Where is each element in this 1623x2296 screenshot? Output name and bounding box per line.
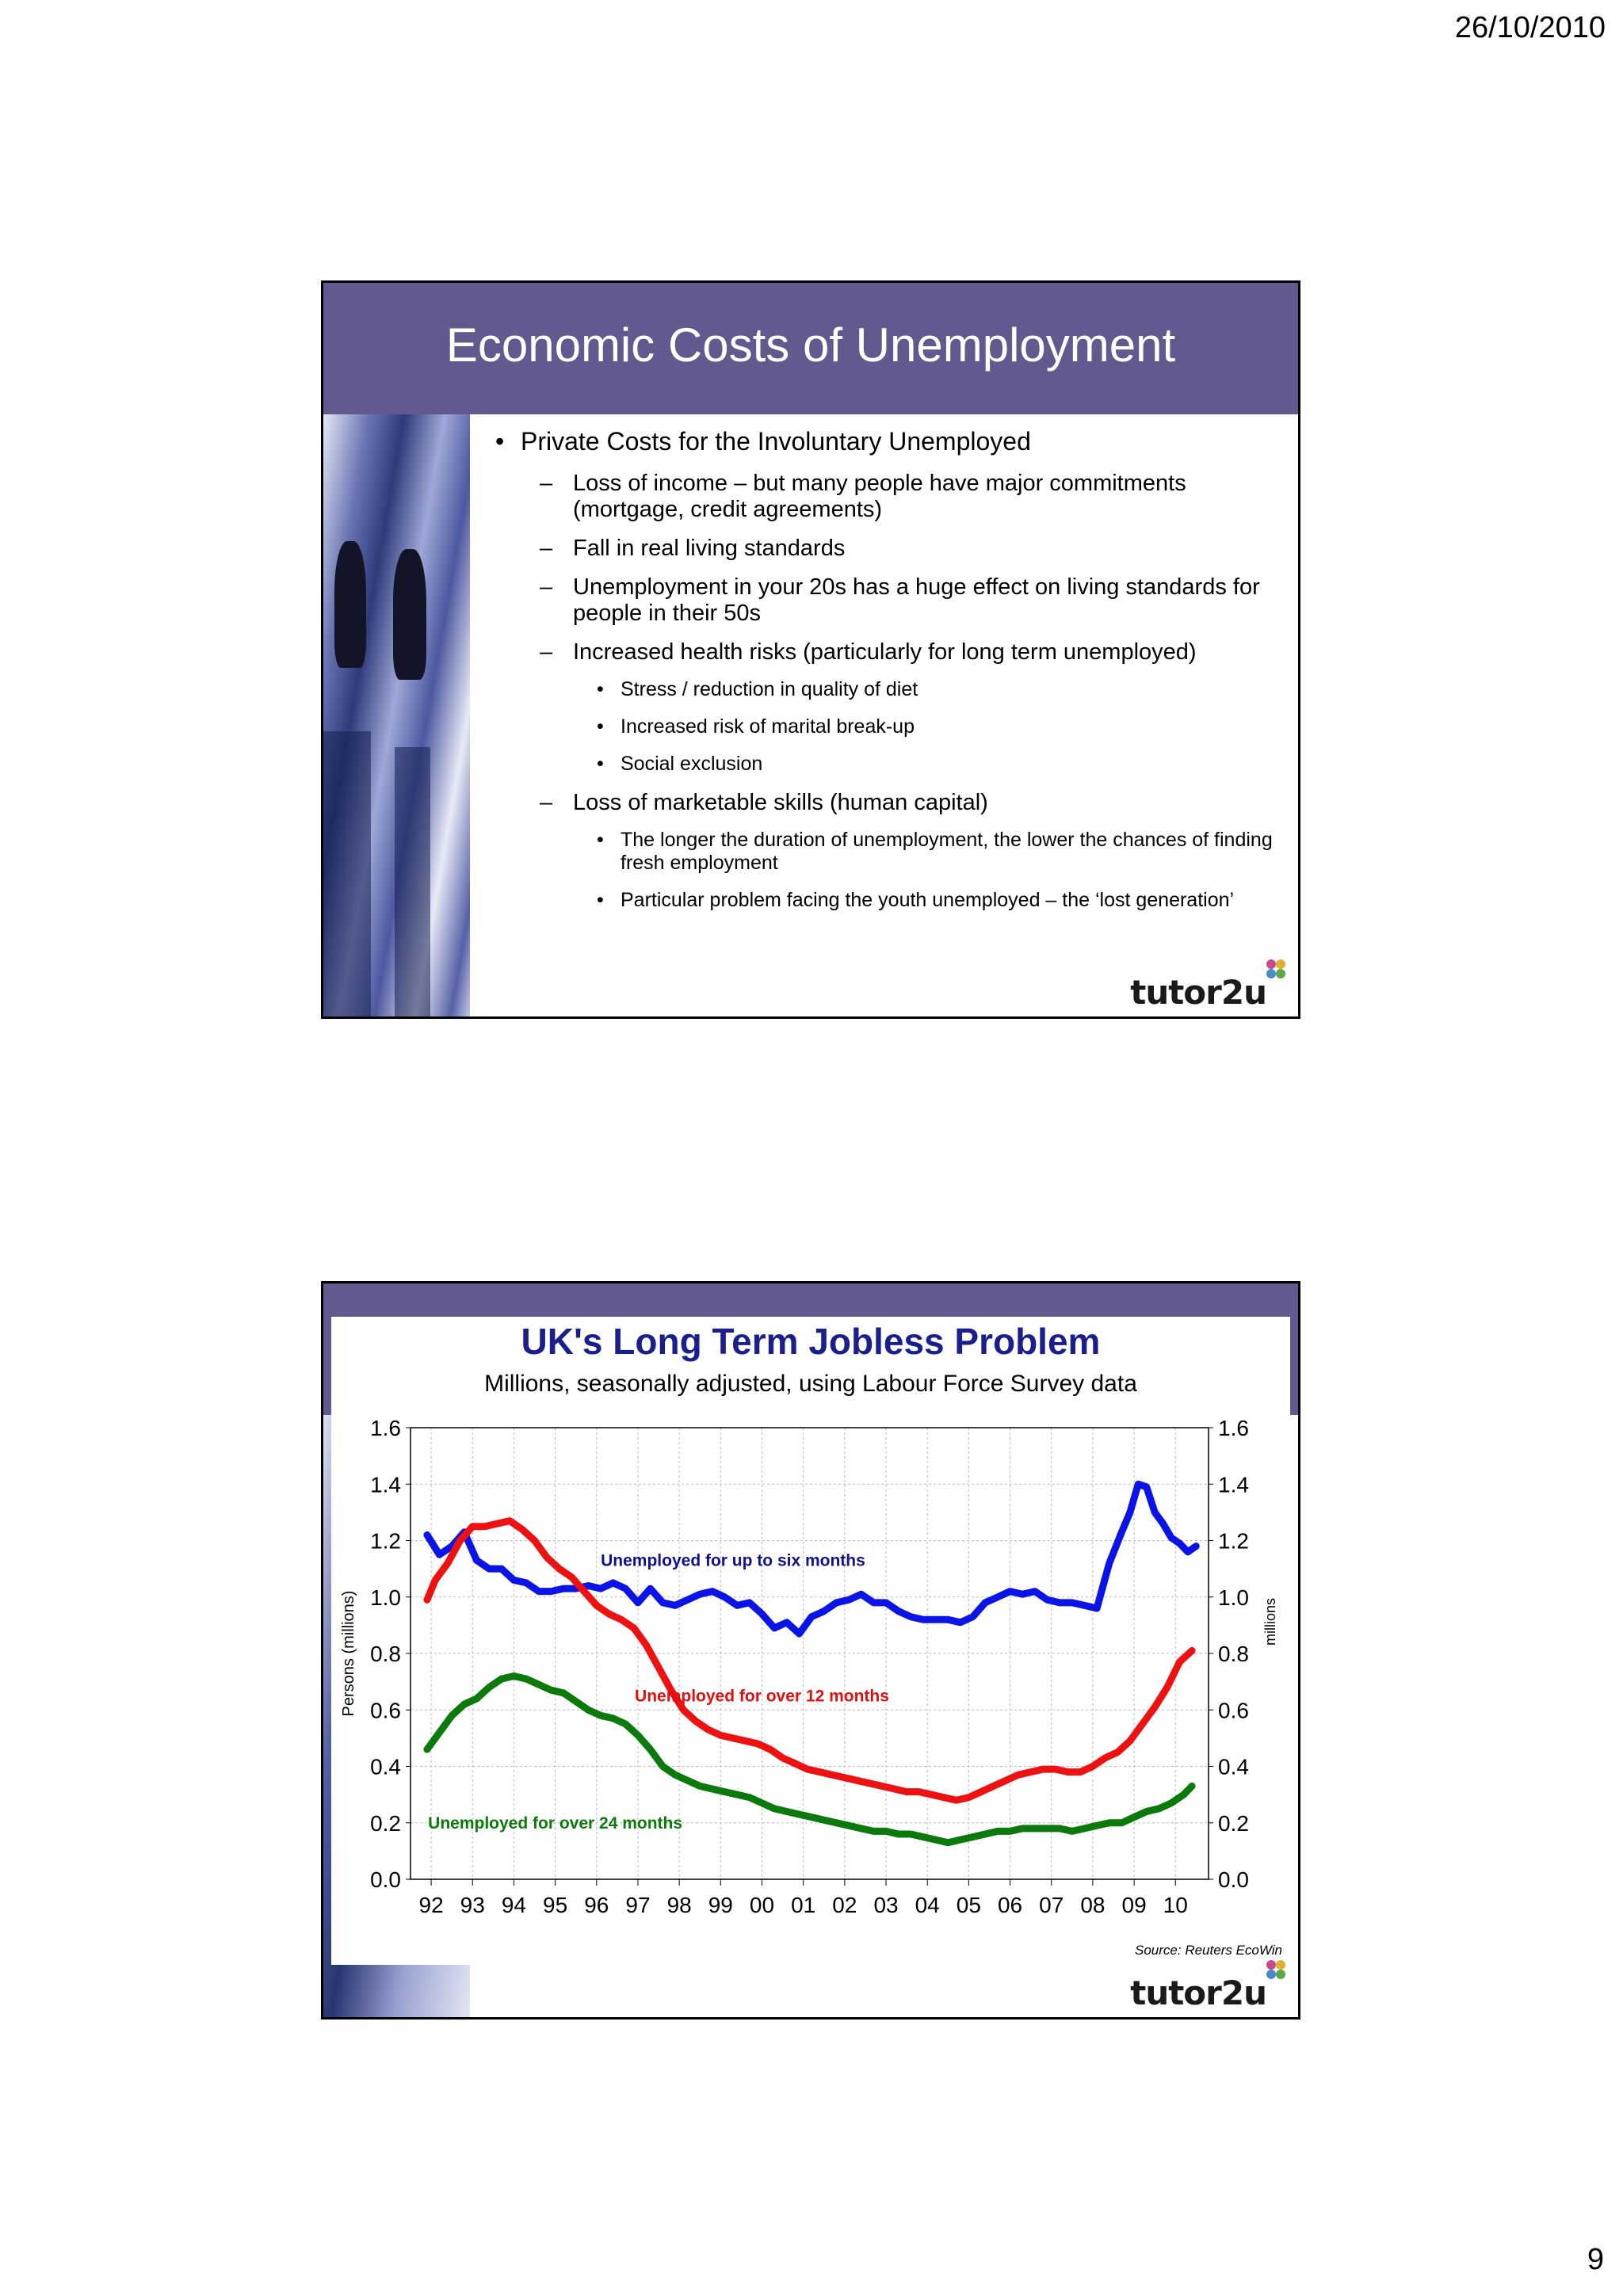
sub-bullet (486, 790, 1284, 816)
line-chart (331, 1317, 1290, 1943)
y-tick-label: 0.8 (370, 1642, 401, 1666)
slide-jobless-chart (321, 1281, 1300, 2019)
sub-sub-bullet (486, 753, 1284, 776)
y-tick-label: 1.0 (370, 1585, 401, 1610)
tutor2u-logo: tutor2u (1130, 1974, 1266, 2012)
y-tick-label-right: 1.0 (1218, 1585, 1249, 1610)
x-tick-label: 10 (1163, 1893, 1188, 1917)
y-tick-label: 0.6 (370, 1698, 401, 1723)
sub-sub-bullet (486, 889, 1284, 912)
bullet-marker: – (540, 790, 553, 815)
y-tick-label: 1.2 (370, 1528, 401, 1554)
bullet-marker: • (597, 678, 604, 700)
logo-flower-icon (1263, 956, 1289, 982)
x-tick-label: 96 (584, 1893, 609, 1917)
chart-source: Source: Reuters EcoWin (1135, 1943, 1282, 1958)
bullet-text: Particular problem facing the youth unemployed – the ‘lost generation’ (621, 889, 1235, 911)
sub-items (486, 471, 1284, 912)
bullet-text: The longer the duration of unemployment, the lower the chances of finding fresh employment (621, 829, 1273, 874)
bullet-text: Fall in real living standards (573, 536, 846, 561)
bullet-marker: • (597, 889, 604, 911)
bullet-text: Increased risk of marital break-up (621, 715, 915, 738)
y-tick-label-right: 1.6 (1218, 1416, 1249, 1440)
slide-economic-costs (321, 280, 1300, 1019)
y-tick-label-right: 1.4 (1218, 1472, 1249, 1497)
sub-bullet (486, 471, 1284, 523)
bullet-list (486, 427, 1284, 926)
y-tick-label: 0.4 (370, 1754, 401, 1779)
bullet-marker: • (597, 829, 604, 851)
x-tick-label: 03 (873, 1893, 899, 1917)
logo-flower-icon (1263, 1957, 1289, 1982)
x-tick-label: 04 (915, 1893, 940, 1917)
y-axis-label-right: millions (1262, 1597, 1278, 1646)
decorative-photo (323, 414, 470, 1019)
y-tick-label-right: 1.2 (1218, 1528, 1249, 1554)
series-annotation: Unemployed for up to six months (601, 1551, 865, 1570)
x-tick-label: 07 (1039, 1893, 1064, 1917)
chart-panel (331, 1317, 1290, 1965)
sub-sub-bullet (486, 715, 1284, 738)
x-tick-label: 95 (543, 1893, 568, 1917)
sub-bullet (486, 639, 1284, 666)
bullet-text: Loss of income – but many people have major commitments (mortgage, credit agreements) (573, 471, 1186, 522)
y-tick-label-right: 0.0 (1218, 1867, 1249, 1892)
x-tick-label: 01 (791, 1893, 816, 1917)
bullet-text: Stress / reduction in quality of diet (621, 678, 918, 700)
series-annotation: Unemployed for over 24 months (428, 1814, 683, 1833)
x-tick-label: 94 (501, 1893, 527, 1917)
bullet-marker: – (540, 536, 553, 561)
x-tick-label: 99 (708, 1893, 733, 1917)
y-tick-label-right: 0.8 (1218, 1642, 1249, 1666)
main-bullet-text: Private Costs for the Involuntary Unemployed (521, 427, 1031, 456)
sub-bullet (486, 536, 1284, 562)
y-tick-label: 0.2 (370, 1810, 401, 1836)
x-tick-label: 05 (956, 1893, 981, 1917)
x-tick-label: 92 (418, 1893, 444, 1917)
bullet-marker: – (540, 574, 553, 600)
main-bullet (486, 427, 1284, 456)
bullet-marker: • (597, 715, 604, 738)
y-axis-label: Persons (millions) (340, 1590, 357, 1717)
x-tick-label: 08 (1080, 1893, 1106, 1917)
bullet-marker: – (540, 639, 553, 665)
y-tick-label-right: 0.2 (1218, 1810, 1249, 1836)
x-tick-label: 93 (460, 1893, 485, 1917)
sub-bullet (486, 574, 1284, 627)
series-annotation: Unemployed for over 12 months (635, 1687, 889, 1706)
y-tick-label-right: 0.6 (1218, 1698, 1249, 1723)
y-tick-label: 1.4 (370, 1472, 401, 1497)
page-number: 9 (1587, 2243, 1604, 2276)
tutor2u-logo: tutor2u (1130, 973, 1266, 1012)
y-tick-label: 0.0 (370, 1867, 401, 1892)
x-tick-label: 02 (832, 1893, 857, 1917)
x-tick-label: 09 (1121, 1893, 1147, 1917)
bullet-text: Social exclusion (621, 753, 763, 775)
x-tick-label: 06 (997, 1893, 1023, 1917)
page-date: 26/10/2010 (1454, 11, 1606, 44)
bullet-text: Unemployment in your 20s has a huge effect on living standards for people in their 50s (573, 574, 1260, 626)
x-tick-label: 98 (666, 1893, 692, 1917)
slide-title: Economic Costs of Unemployment (445, 318, 1176, 372)
bullet-text: Loss of marketable skills (human capital) (573, 790, 988, 815)
chart-title: UK's Long Term Jobless Problem (521, 1321, 1101, 1362)
bullet-marker: – (540, 471, 553, 496)
bullet-marker: • (495, 427, 505, 456)
sub-sub-bullet (486, 678, 1284, 701)
bullet-marker: • (597, 753, 604, 775)
x-tick-label: 97 (625, 1893, 651, 1917)
y-tick-label-right: 0.4 (1218, 1754, 1249, 1779)
sub-sub-bullet (486, 829, 1284, 875)
bullet-text: Increased health risks (particularly for long term unemployed) (573, 639, 1197, 665)
y-tick-label: 1.6 (370, 1416, 401, 1440)
chart-subtitle: Millions, seasonally adjusted, using Labour Force Survey data (484, 1371, 1137, 1397)
x-tick-label: 00 (749, 1893, 775, 1917)
